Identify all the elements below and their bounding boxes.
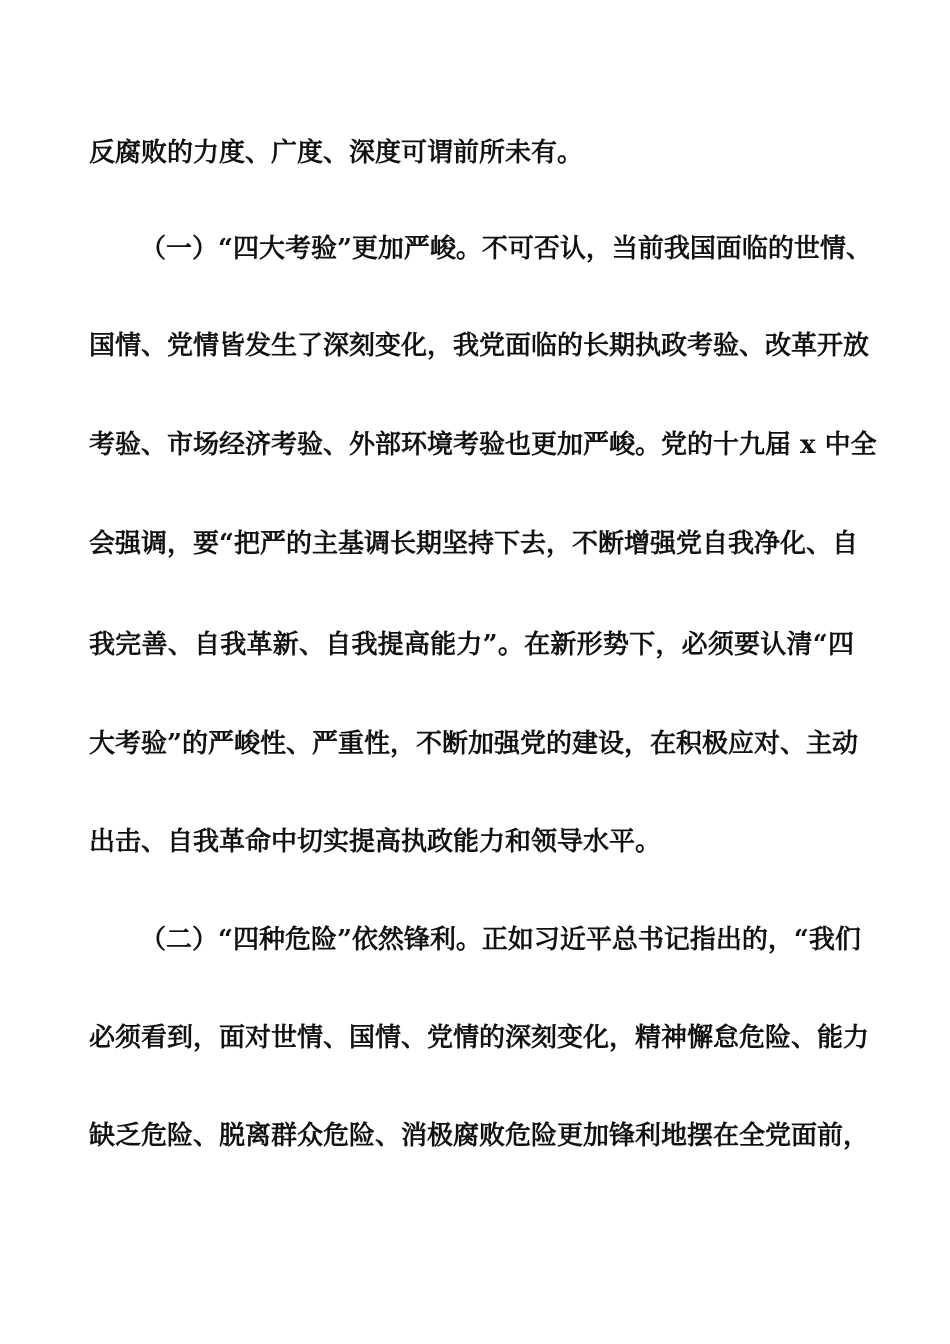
text-line-2-paragraph-one-start: （一）“四大考验”更加严峻。不可否认，当前我国面临的世情、 <box>140 234 872 264</box>
text-line-11: 缺乏危险、脱离群众危险、消极腐败危险更加锋利地摆在全党面前， <box>89 1121 870 1151</box>
text-line-8: 出击、自我革命中切实提高执政能力和领导水平。 <box>89 827 662 857</box>
text-line-9-paragraph-two-start: （二）“四种危险”依然锋利。正如习近平总书记指出的，“我们 <box>140 925 861 955</box>
text-line-3: 国情、党情皆发生了深刻变化，我党面临的长期执政考验、改革开放 <box>89 331 870 361</box>
text-line-6: 我完善、自我革新、自我提高能力”。在新形势下，必须要认清“四 <box>89 630 854 660</box>
text-line-4: 考验、市场经济考验、外部环境考验也更加严峻。党的十九届 x 中全 <box>89 430 877 460</box>
text-line-10: 必须看到，面对世情、国情、党情的深刻变化，精神懈怠危险、能力 <box>89 1023 870 1053</box>
text-line-1: 反腐败的力度、广度、深度可谓前所未有。 <box>89 138 584 168</box>
text-line-7: 大考验”的严峻性、严重性，不断加强党的建设，在积极应对、主动 <box>89 729 858 759</box>
text-line-5: 会强调，要“把严的主基调长期坚持下去，不断增强党自我净化、自 <box>89 529 858 559</box>
